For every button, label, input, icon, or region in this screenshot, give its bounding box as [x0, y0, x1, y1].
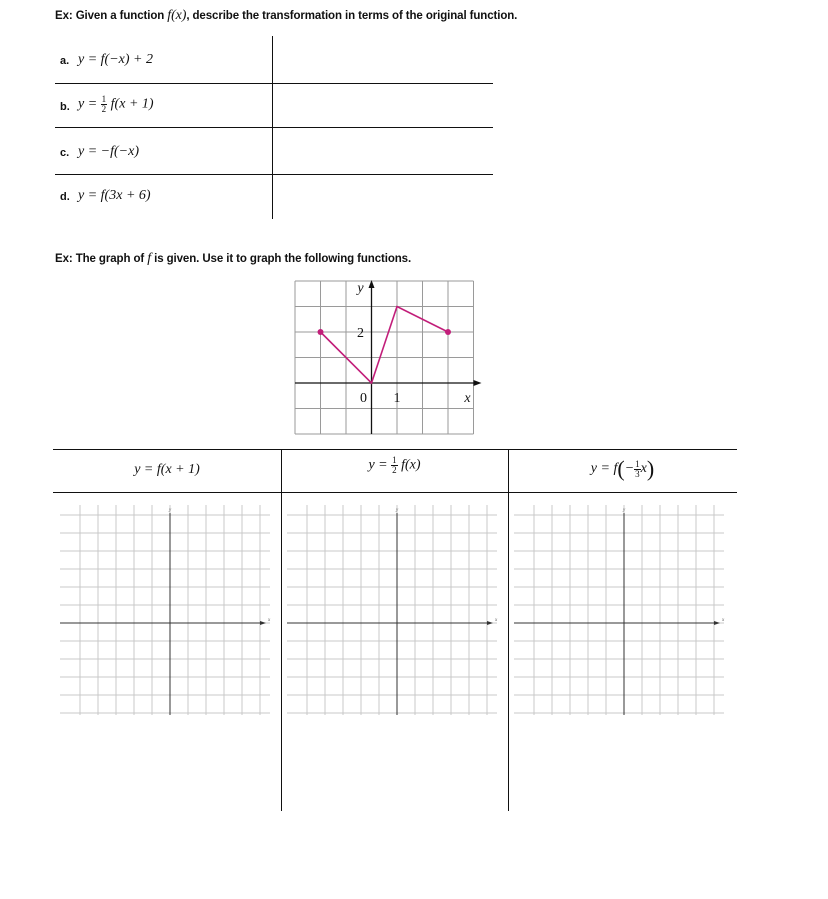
- graph-y-tick-label: 2: [357, 326, 364, 341]
- row-b-rhs: f(x + 1): [107, 96, 154, 112]
- row-b-fraction-numerator: 1: [101, 94, 107, 104]
- column-3-open-paren: (: [617, 456, 625, 481]
- grid-x-label: x: [268, 618, 271, 623]
- column-2-fraction-denominator: 2: [392, 465, 397, 475]
- row-a-lhs: y =: [78, 52, 101, 67]
- section1-heading-prefix: Ex: Given a function: [55, 10, 168, 22]
- row-separator: [55, 127, 493, 128]
- column-3-close-paren: ): [646, 456, 655, 481]
- blank-grid-2[interactable]: [287, 505, 497, 715]
- column-3-lhs: y = f: [590, 461, 618, 477]
- column-divider-1: [281, 449, 282, 811]
- grid-x-axis-arrow: [487, 621, 493, 625]
- graph-endpoint-right: [445, 329, 451, 335]
- row-separator: [55, 174, 493, 175]
- graph-of-f: [290, 278, 480, 438]
- column-1-rhs: f(x + 1): [156, 462, 200, 477]
- row-separator: [55, 83, 493, 84]
- row-c-rhs: −f(−x): [100, 144, 139, 159]
- row-b-lhs: y =: [78, 96, 101, 112]
- column-divider-2: [508, 449, 509, 811]
- row-c-letter: c.: [60, 147, 70, 159]
- row-d-letter: d.: [60, 191, 70, 203]
- grid-x-axis-arrow: [260, 621, 266, 625]
- column-3-fraction-numerator: 1: [635, 458, 640, 469]
- section2-heading-prefix: Ex: The graph of: [55, 253, 148, 265]
- section2-heading-math: f: [147, 251, 152, 266]
- row-b-letter: b.: [60, 101, 70, 113]
- grid-y-label: y: [169, 508, 172, 513]
- grid-x-label: x: [495, 618, 498, 623]
- blank-grid-3[interactable]: [514, 505, 724, 715]
- column-1-heading: [53, 462, 281, 478]
- graph-origin-label: 0: [360, 391, 367, 406]
- row-a-letter: a.: [60, 55, 70, 67]
- row-d-lhs: y =: [78, 188, 101, 203]
- graph-x-axis-label: x: [464, 391, 471, 406]
- column-2-rhs: f(x): [397, 457, 421, 473]
- row-b-expression: [78, 95, 154, 114]
- row-c-expression: [78, 144, 139, 160]
- graph-f-line: [321, 307, 449, 384]
- grid-y-label: y: [396, 508, 399, 513]
- graph-y-axis-label: y: [357, 281, 364, 296]
- graph-x-axis-arrow: [474, 380, 482, 386]
- row-b-fraction-denominator: 2: [101, 104, 107, 114]
- column-2-heading: [281, 456, 508, 475]
- column-3-fraction-denominator: 3: [635, 468, 640, 479]
- graph-endpoint-left: [318, 329, 324, 335]
- row-d-rhs: f(3x + 6): [100, 188, 151, 203]
- row-a-rhs: f(−x) + 2: [100, 52, 153, 67]
- blank-grid-1[interactable]: [60, 505, 270, 715]
- column-1-lhs: y =: [134, 462, 157, 477]
- row-a-expression: [78, 52, 153, 68]
- column-3-sign: −: [624, 461, 635, 477]
- grid-x-axis-arrow: [714, 621, 720, 625]
- column-2-fraction-numerator: 1: [392, 455, 397, 465]
- graphing-table-top-border: [53, 449, 737, 450]
- row-c-lhs: y =: [78, 144, 101, 159]
- section1-heading-suffix: , describe the transformation in terms of the original function.: [186, 10, 518, 22]
- graphing-table-header-border: [53, 492, 737, 493]
- section1-heading: [55, 8, 517, 24]
- section2-heading-suffix: is given. Use it to graph the following functions.: [151, 253, 412, 265]
- graph-x-tick-label: 1: [393, 391, 401, 406]
- row-d-expression: [78, 188, 151, 204]
- grid-y-label: y: [623, 508, 626, 513]
- column-3-var: x: [640, 461, 647, 477]
- grid-x-label: x: [722, 618, 725, 623]
- column-2-lhs: y =: [368, 457, 392, 473]
- section1-heading-math: f(x): [167, 8, 187, 23]
- section2-heading: [55, 251, 411, 267]
- column-3-heading: [508, 456, 737, 482]
